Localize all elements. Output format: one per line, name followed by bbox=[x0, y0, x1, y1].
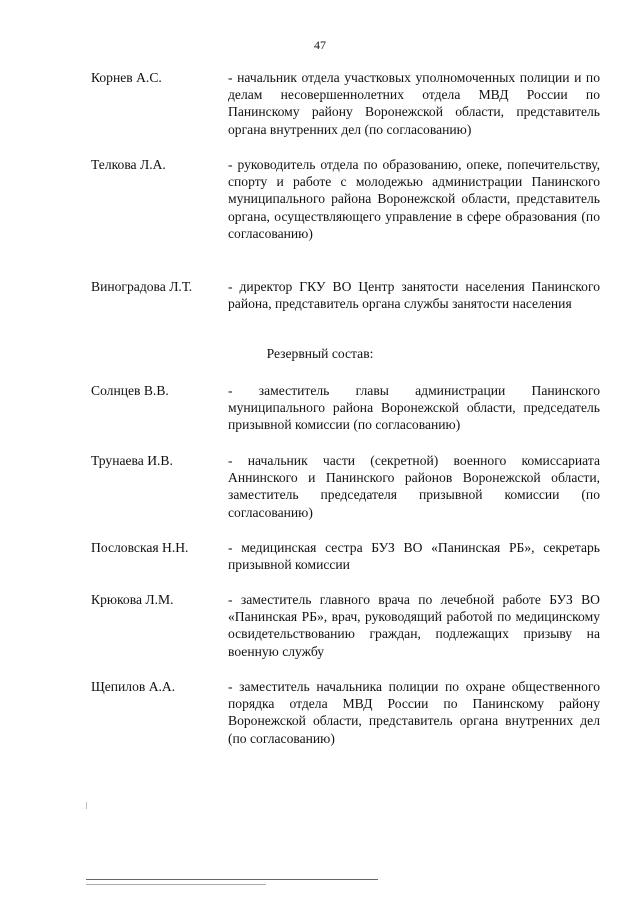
member-role: - заместитель начальника полиции по охране общественного порядка отдела МВД России по Панинскому району Воронежской области, представитель органа внутренних дел (по согласованию) bbox=[228, 679, 600, 746]
member-role: - начальник отдела участковых уполномоченных полиции и по делам несовершеннолетних отдела МВД России по Панинскому району Воронежской области, представитель органа внутренних дел (по согласованию) bbox=[228, 70, 600, 137]
member-role: - медицинская сестра БУЗ ВО «Панинская РБ», секретарь призывной комиссии bbox=[228, 540, 600, 573]
member-name: Виноградова Л.Т. bbox=[91, 279, 193, 294]
page-number: 47 bbox=[314, 38, 326, 52]
member-name: Телкова Л.А. bbox=[91, 157, 166, 172]
bottom-rule bbox=[86, 879, 378, 880]
member-name: Трунаева И.В. bbox=[91, 453, 173, 468]
member-name: Солнцев В.В. bbox=[91, 383, 169, 398]
member-role: - заместитель главного врача по лечебной работе БУЗ ВО «Панинская РБ», врач, руководящий работой по медицинскому освидетельствованию граждан, подлежащих призыву на военную службу bbox=[228, 592, 600, 659]
bottom-rule-secondary bbox=[86, 884, 266, 885]
member-role: - руководитель отдела по образованию, опеке, попечительству, спорту и работе с молодежью администрации Панинского муниципального района Воронежской области, представитель органа, осуществляющего управление в сфере образования (по согласованию) bbox=[228, 157, 600, 241]
member-name: Корнев А.С. bbox=[91, 70, 162, 85]
member-role: - заместитель главы администрации Панинского муниципального района Воронежской области, председатель призывной комиссии (по согласованию) bbox=[228, 383, 600, 433]
member-name: Щепилов А.А. bbox=[91, 679, 176, 694]
member-role: - директор ГКУ ВО Центр занятости населения Панинского района, представитель органа службы занятости населения bbox=[228, 279, 600, 312]
member-name: Крюкова Л.М. bbox=[91, 592, 174, 607]
reserve-heading: Резервный состав: bbox=[266, 346, 374, 361]
member-role: - начальник части (секретной) военного комиссариата Аннинского и Панинского районов Воронежской области, заместитель председателя призывной комиссии (по согласованию) bbox=[228, 453, 600, 520]
member-name: Пословская Н.Н. bbox=[91, 540, 189, 555]
scan-artifact bbox=[86, 802, 87, 809]
